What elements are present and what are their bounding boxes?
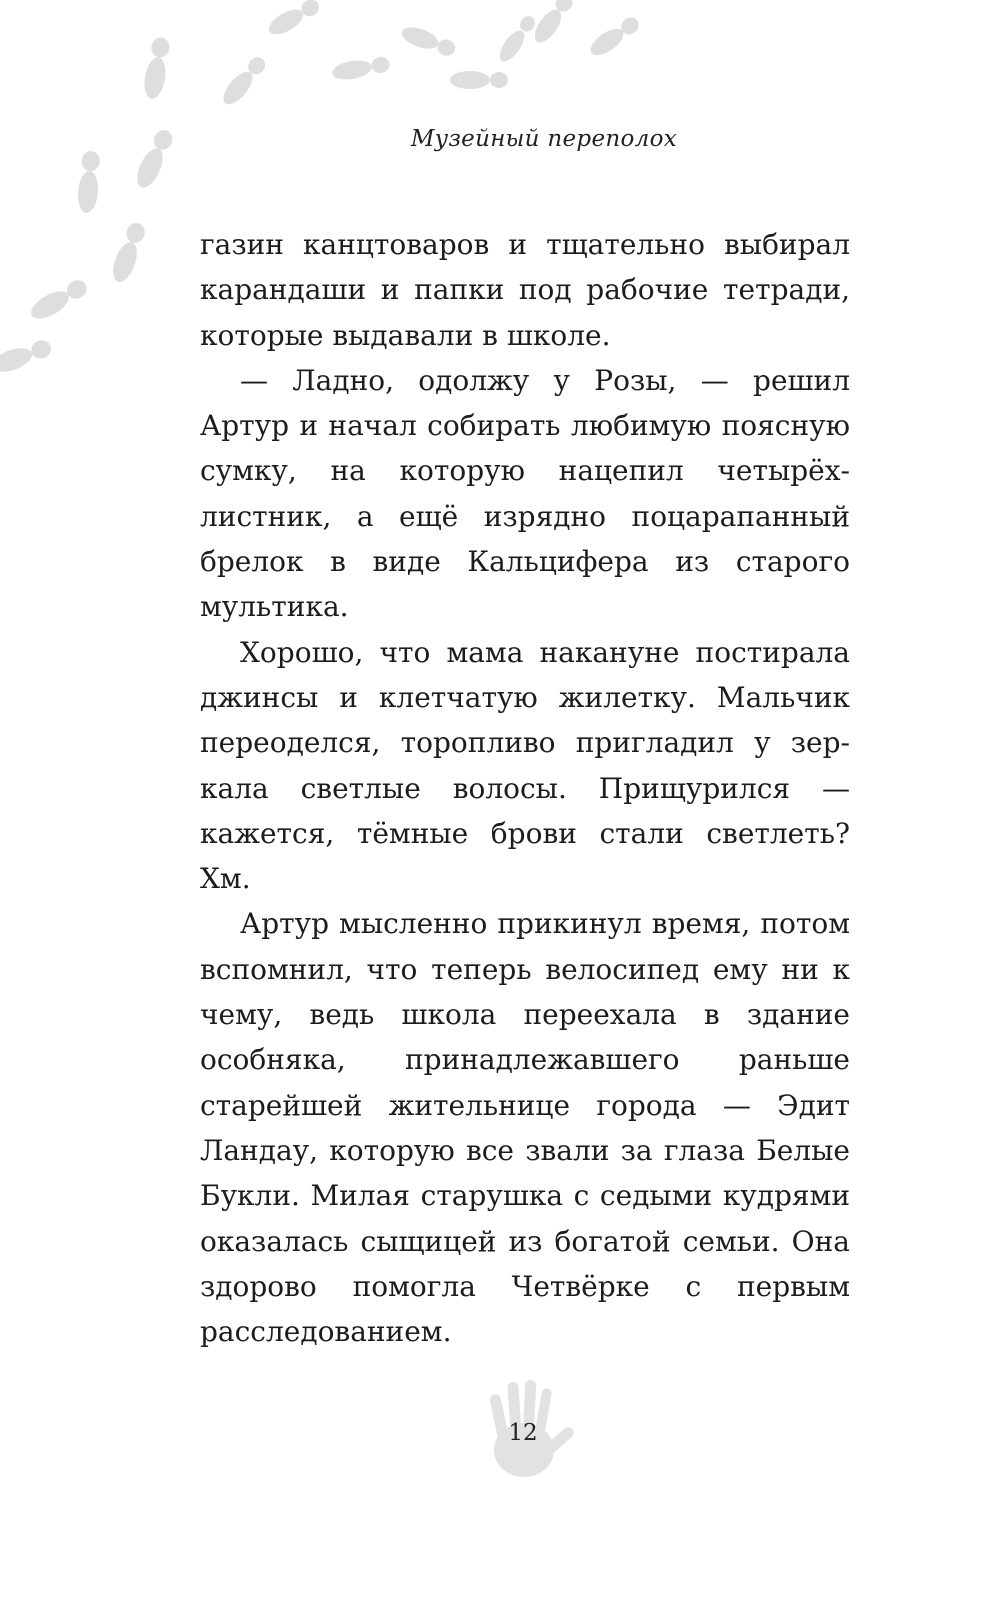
paragraph: газин канцтоваров и тщательно выбирал карандаши и папки под рабочие тетради, которые выдавали в школе. xyxy=(200,228,850,352)
paragraph: Артур мысленно прикинул время, потом вспомнил, что теперь велосипед ему ни к чему, ведь школа переехала в здание особняка, принадлежавшего раньше старейшей жительнице города — Эдит Ландау, которую все звали за глаза Белые Букли. Милая старушка с седыми кудрями оказалась сыщицей из богатой семьи. Она здорово помогла Четвёрке с первым расследованием. xyxy=(200,907,850,1349)
paragraph: — Ладно, одолжу у Розы, — решил Артур и начал собирать любимую поясную сумку, на которую нацепил четырёхлистник, а ещё изрядно поцарапанный брелок в виде Кальцифера из старого мультика. xyxy=(200,363,850,624)
page-number: 12 xyxy=(508,1420,538,1446)
page-footer xyxy=(468,1372,588,1492)
paragraph: Хорошо, что мама накануне постирала джинсы и клетчатую жилетку. Мальчик переоделся, торопливо пригладил у зеркала светлые волосы. Прищурился — кажется, тёмные брови стали светлеть? Хм. xyxy=(200,635,850,896)
body-text xyxy=(200,222,850,1354)
running-title: Музейный переполох xyxy=(410,126,677,152)
